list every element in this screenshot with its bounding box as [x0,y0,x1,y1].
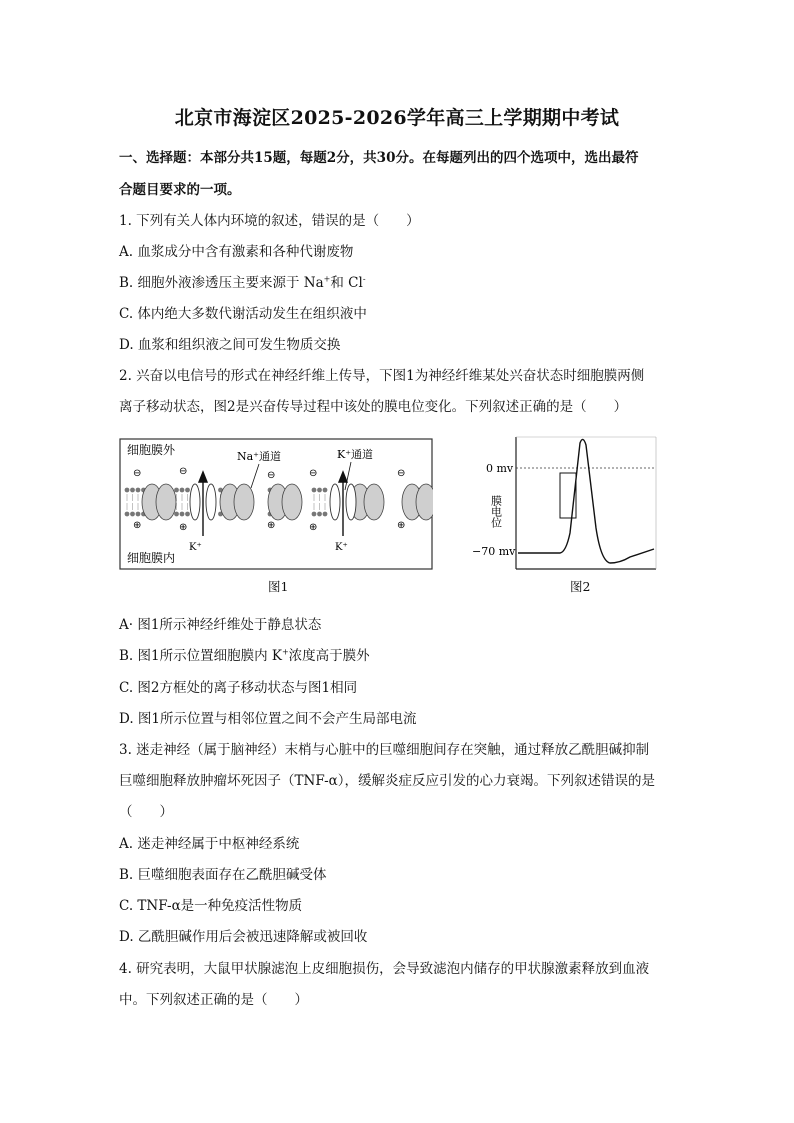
svg-text:⊖: ⊖ [179,466,188,477]
q2-stem-line2: 离子移动状态，图2是兴奋传导过程中该处的膜电位变化。下列叙述正确的是（ ） [119,399,628,415]
page-title: 北京市海淀区2025-2026学年高三上学期期中考试 [174,107,620,129]
q3-stem-line1: 3. 迷走神经（属于脑神经）末梢与心脏中的巨噬细胞间存在突触，通过释放乙酰胆碱抑制 [119,742,650,758]
svg-text:⊕: ⊕ [179,522,188,533]
svg-text:⊖: ⊖ [133,468,142,479]
q3-option-a: A. 迷走神经属于中枢神经系统 [119,836,300,852]
q3-option-d: D. 乙酰胆碱作用后会被迅速降解或被回收 [119,929,368,945]
figure-1-membrane-diagram [119,438,433,570]
figure-2-membrane-potential-graph [470,433,660,573]
q3-stem-line2: 巨噬细胞释放肿瘤坏死因子（TNF-α），缓解炎症反应引发的心力衰竭。下列叙述错误的是 [119,773,656,789]
q3-option-c: C. TNF-α是一种免疫活性物质 [119,898,303,914]
fig2-ylabel: 膜电位 [489,495,503,528]
q1-option-d: D. 血浆和组织液之间可发生物质交换 [119,337,341,353]
q3-stem-line3: （ ） [119,804,173,820]
fig1-k-label-1: K⁺ [189,542,202,553]
svg-text:⊕: ⊕ [397,520,406,531]
q2-stem-line1: 2. 兴奋以电信号的形式在神经纤维上传导，下图1为神经纤维某处兴奋状态时细胞膜两侧 [119,368,645,384]
svg-text:⊖: ⊖ [267,470,276,481]
figure-2-caption: 图2 [570,579,591,594]
svg-text:⊕: ⊕ [267,520,276,531]
fig1-outside-label: 细胞膜外 [127,443,176,457]
q2-option-b: B. 图1所示位置细胞膜内 K+浓度高于膜外 [119,647,370,664]
q1-option-b: B. 细胞外液渗透压主要来源于 Na+和 Cl- [119,274,366,291]
q1-option-a: A. 血浆成分中含有激素和各种代谢废物 [119,244,354,260]
fig1-na-channel-label: Na⁺通道 [237,450,281,463]
fig2-minus70-label: −70 mv [472,545,516,558]
svg-text:⊕: ⊕ [309,522,318,533]
q3-option-b: B. 巨噬细胞表面存在乙酰胆碱受体 [119,867,327,883]
figure-1-caption: 图1 [268,579,289,594]
q2-option-a: A· 图1所示神经纤维处于静息状态 [119,617,322,633]
fig1-inside-label: 细胞膜内 [127,551,176,565]
svg-text:⊖: ⊖ [397,468,406,479]
svg-text:⊕: ⊕ [133,520,142,531]
action-potential-curve [518,439,654,563]
q4-stem-line1: 4. 研究表明，大鼠甲状腺滤泡上皮细胞损伤，会导致滤泡内储存的甲状腺激素释放到血液 [119,961,650,977]
fig1-k-label-2: K⁺ [335,542,348,553]
svg-text:⊖: ⊖ [309,468,318,479]
fig1-k-channel-label: K⁺通道 [337,448,374,461]
q2-option-c: C. 图2方框处的离子移动状态与图1相同 [119,680,358,696]
q4-stem-line2: 中。下列叙述正确的是（ ） [119,992,308,1008]
q2-option-d: D. 图1所示位置与相邻位置之间不会产生局部电流 [119,711,417,727]
section-instruction-line2: 合题目要求的一项。 [119,182,241,198]
section-instruction-line1: 一、选择题：本部分共15题，每题2分，共30分。在每题列出的四个选项中，选出最符 [119,150,639,166]
q1-stem: 1. 下列有关人体内环境的叙述，错误的是（ ） [119,213,420,229]
q1-option-c: C. 体内绝大多数代谢活动发生在组织液中 [119,306,367,322]
fig2-zero-label: 0 mv [486,462,514,475]
